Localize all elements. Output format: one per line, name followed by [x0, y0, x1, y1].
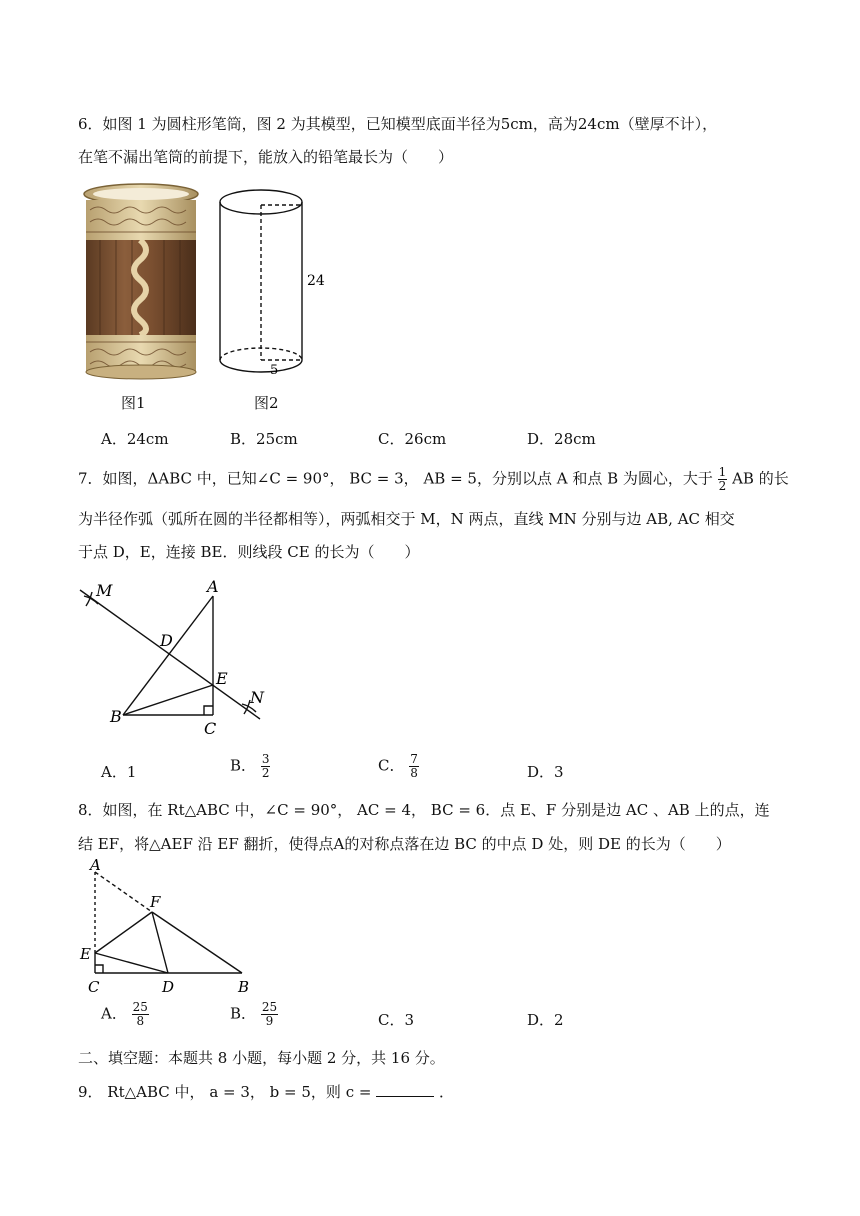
right-angle-mark [204, 706, 213, 715]
q7-option-c-num: 7 [410, 752, 418, 766]
q7-option-c-fraction [409, 753, 419, 780]
segment-af-dashed [95, 872, 152, 912]
label-e: E [80, 945, 91, 963]
q8-option-a-den: 8 [136, 1014, 145, 1028]
q8-option-a-num: 25 [132, 1000, 148, 1014]
q7-triangle-diagram [74, 578, 274, 738]
right-angle-mark [95, 965, 103, 973]
q7-frac-num: 1 [718, 465, 727, 479]
label-e: E [216, 669, 228, 688]
q7-option-c [378, 753, 419, 780]
q6-option-d: D．28cm [527, 430, 596, 448]
radius-label: 5 [270, 363, 279, 378]
q8-line1: 8．如图，在 Rt△ABC 中，∠C = 90°， AC = 4， BC = 6．点 E、F 分别是边 AC 、AB 上的点，连 [78, 801, 770, 819]
q8-option-a [101, 1001, 149, 1028]
q6-option-b: B．25cm [230, 430, 298, 448]
cylinder-model-diagram [212, 180, 332, 380]
q7-line2: 为半径作弧（弧所在圆的半径都相等），两弧相交于 M，N 两点，直线 MN 分别与边 AB, AC 相交 [78, 510, 735, 528]
q9-text: 9． Rt△ABC 中， a = 3， b = 5，则 c = [78, 1083, 372, 1101]
segment-be [123, 685, 213, 715]
q7-option-b-prefix: B． [230, 756, 257, 775]
q7-frac-den: 2 [718, 479, 727, 493]
q7-option-d: D．3 [527, 763, 564, 781]
q7-line1 [78, 466, 789, 493]
q7-option-c-den: 8 [410, 766, 418, 780]
label-a: A [90, 856, 101, 874]
label-d: D [160, 631, 173, 650]
q8-option-c: C．3 [378, 1011, 415, 1029]
q6-option-c: C．26cm [378, 430, 447, 448]
q7-option-b-fraction [261, 753, 271, 780]
label-c: C [88, 978, 100, 996]
label-b: B [238, 978, 250, 996]
label-b: B [110, 707, 122, 726]
q8-option-b [230, 1001, 278, 1028]
cylinder-top [220, 190, 302, 214]
q7-line3: 于点 D，E，连接 BE．则线段 CE 的长为（ ） [78, 543, 420, 561]
fig2-caption: 图2 [254, 394, 279, 412]
q7-option-c-prefix: C． [378, 756, 405, 775]
q8-option-b-fraction [261, 1001, 278, 1028]
label-c: C [204, 719, 217, 738]
q6-line2: 在笔不漏出笔筒的前提下，能放入的铅笔最长为（ ） [78, 148, 454, 166]
q8-fold-diagram [74, 856, 264, 996]
q7-option-b-num: 3 [261, 752, 270, 766]
cylinder-bottom-front [220, 360, 302, 372]
answer-blank[interactable] [376, 1082, 434, 1097]
q7-option-b-den: 2 [261, 766, 270, 780]
q8-option-b-num: 25 [261, 1000, 278, 1014]
q8-option-b-den: 9 [265, 1014, 274, 1028]
side-ab [123, 596, 213, 715]
segment-ef [95, 912, 152, 953]
section-heading: 二、填空题：本题共 8 小题，每小题 2 分，共 16 分。 [78, 1049, 445, 1067]
pen-holder-photo [78, 180, 204, 386]
q7-line1-tail: AB 的长 [732, 469, 789, 488]
q6-line1: 6．如图 1 为圆柱形笔筒，图 2 为其模型，已知模型底面半径为5cm，高为24cm（壁厚不计）， [78, 115, 718, 133]
fig1-caption: 图1 [121, 394, 146, 412]
q8-option-b-prefix: B． [230, 1004, 257, 1023]
q8-option-a-prefix: A． [101, 1004, 127, 1023]
label-f: F [150, 893, 161, 911]
q7-option-a: A．1 [101, 763, 137, 781]
label-a: A [207, 578, 219, 596]
label-d: D [162, 978, 175, 996]
q7-half-fraction [718, 466, 728, 493]
q6-option-a: A．24cm [101, 430, 169, 448]
height-label: 24 [307, 273, 325, 289]
q9-line [78, 1081, 454, 1102]
q7-option-b [230, 753, 270, 780]
q8-option-d: D．2 [527, 1011, 564, 1029]
segment-ed [95, 953, 168, 973]
q8-option-a-fraction [132, 1001, 149, 1028]
q9-suffix: ． [439, 1083, 455, 1101]
label-n: N [250, 688, 264, 707]
q8-line2: 结 EF，将△AEF 沿 EF 翻折，使得点A的对称点落在边 BC 的中点 D 处，则 DE 的长为（ ） [78, 835, 731, 853]
label-m: M [96, 581, 113, 600]
q7-line1-text: 7．如图，ΔABC 中，已知∠C = 90°， BC = 3， AB = 5，分别以点 A 和点 B 为圆心，大于 [78, 469, 713, 488]
